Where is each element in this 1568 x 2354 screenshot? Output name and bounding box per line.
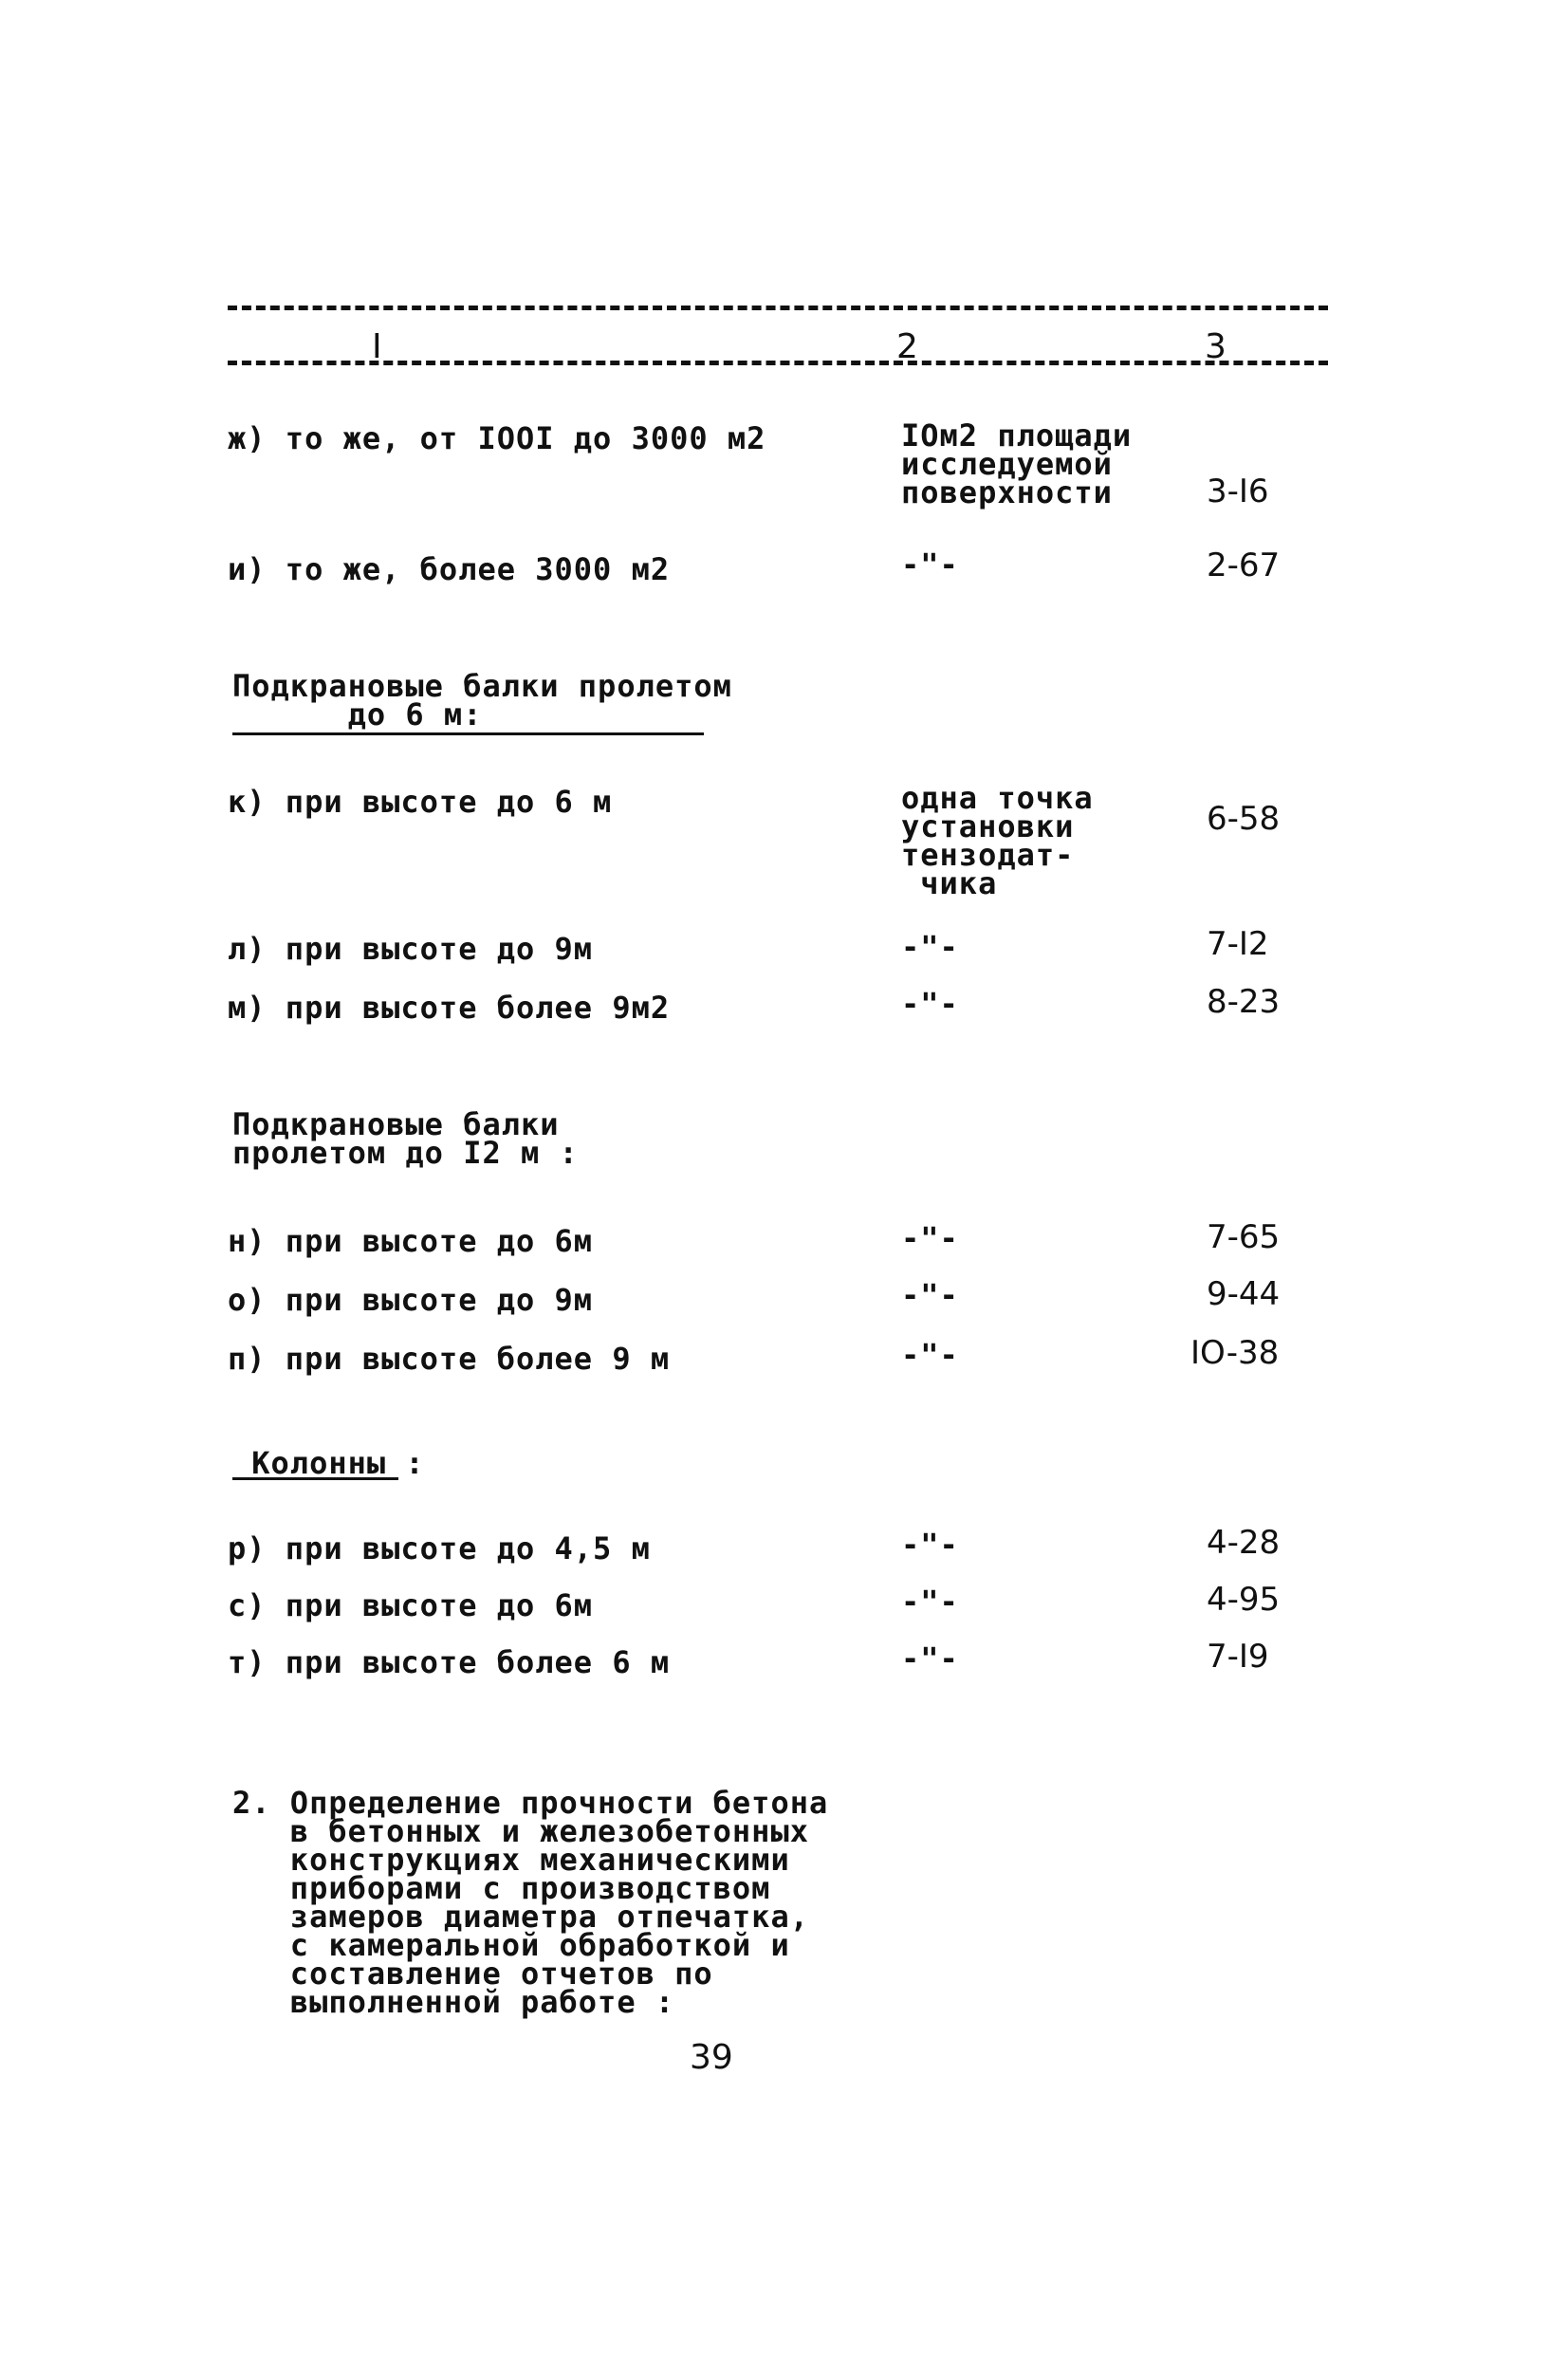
row-unit: -"- xyxy=(901,1277,959,1313)
row-label: ж) то же, от IOOI до 3000 м2 xyxy=(228,420,766,456)
row-label: н) при высоте до 6м xyxy=(228,1223,594,1259)
row-value: 2-67 xyxy=(1207,547,1281,584)
row-value: 7-I9 xyxy=(1207,1638,1269,1676)
row-unit: -"- xyxy=(901,986,959,1022)
row-label: м) при высоте более 9м2 xyxy=(228,990,671,1026)
row-unit: -"- xyxy=(901,929,959,965)
row-unit: -"- xyxy=(901,1527,959,1563)
section-columns: Колонны : xyxy=(232,1445,425,1481)
section-underline xyxy=(232,1477,398,1480)
row-label: о) при высоте до 9м xyxy=(228,1282,594,1318)
row-unit: -"- xyxy=(901,1584,959,1620)
column-header-1: I xyxy=(372,327,382,366)
row-label: л) при высоте до 9м xyxy=(228,931,594,967)
row-label: п) при высоте более 9 м xyxy=(228,1341,671,1377)
row-unit: IOм2 площади исследуемой поверхности xyxy=(901,417,1133,510)
row-unit: -"- xyxy=(901,1640,959,1677)
row-value: 4-95 xyxy=(1207,1581,1281,1619)
row-value: IO-38 xyxy=(1190,1334,1280,1372)
header-rule-top xyxy=(228,306,1328,310)
row-value: 3-I6 xyxy=(1207,473,1269,510)
section-crane-6: Подкрановые балки пролетом до 6 м: xyxy=(232,668,732,732)
header-rule-bottom xyxy=(228,361,1328,365)
row-unit: -"- xyxy=(901,547,959,583)
row-unit: -"- xyxy=(901,1337,959,1373)
row-value: 7-65 xyxy=(1207,1218,1281,1256)
row-label: и) то же, более 3000 м2 xyxy=(228,551,671,587)
row-unit: -"- xyxy=(901,1220,959,1256)
section-crane-12: Подкрановые балки пролетом до I2 м : xyxy=(232,1106,579,1171)
row-value: 9-44 xyxy=(1207,1275,1281,1313)
row-value: 7-I2 xyxy=(1207,925,1269,963)
row-label: к) при высоте до 6 м xyxy=(228,784,613,820)
section-underline xyxy=(232,732,704,735)
column-header-2: 2 xyxy=(896,327,918,366)
row-label: с) при высоте до 6м xyxy=(228,1587,594,1623)
row-label: т) при высоте более 6 м xyxy=(228,1644,671,1680)
row-label: р) при высоте до 4,5 м xyxy=(228,1530,651,1566)
row-value: 6-58 xyxy=(1207,800,1281,838)
page-number: 39 xyxy=(690,2038,733,2077)
row-unit: одна точка установки тензодат- чика xyxy=(901,780,1094,901)
column-header-3: 3 xyxy=(1205,327,1227,366)
row-value: 8-23 xyxy=(1207,983,1281,1021)
item-2-text: 2. Определение прочности бетона в бетонных и железобетонных конструкциях механическими приборами с производством замеров диаметра отпечатка, с камеральной обработкой и составление отчетов по выполненной работе : xyxy=(232,1785,829,2020)
row-value: 4-28 xyxy=(1207,1524,1281,1562)
